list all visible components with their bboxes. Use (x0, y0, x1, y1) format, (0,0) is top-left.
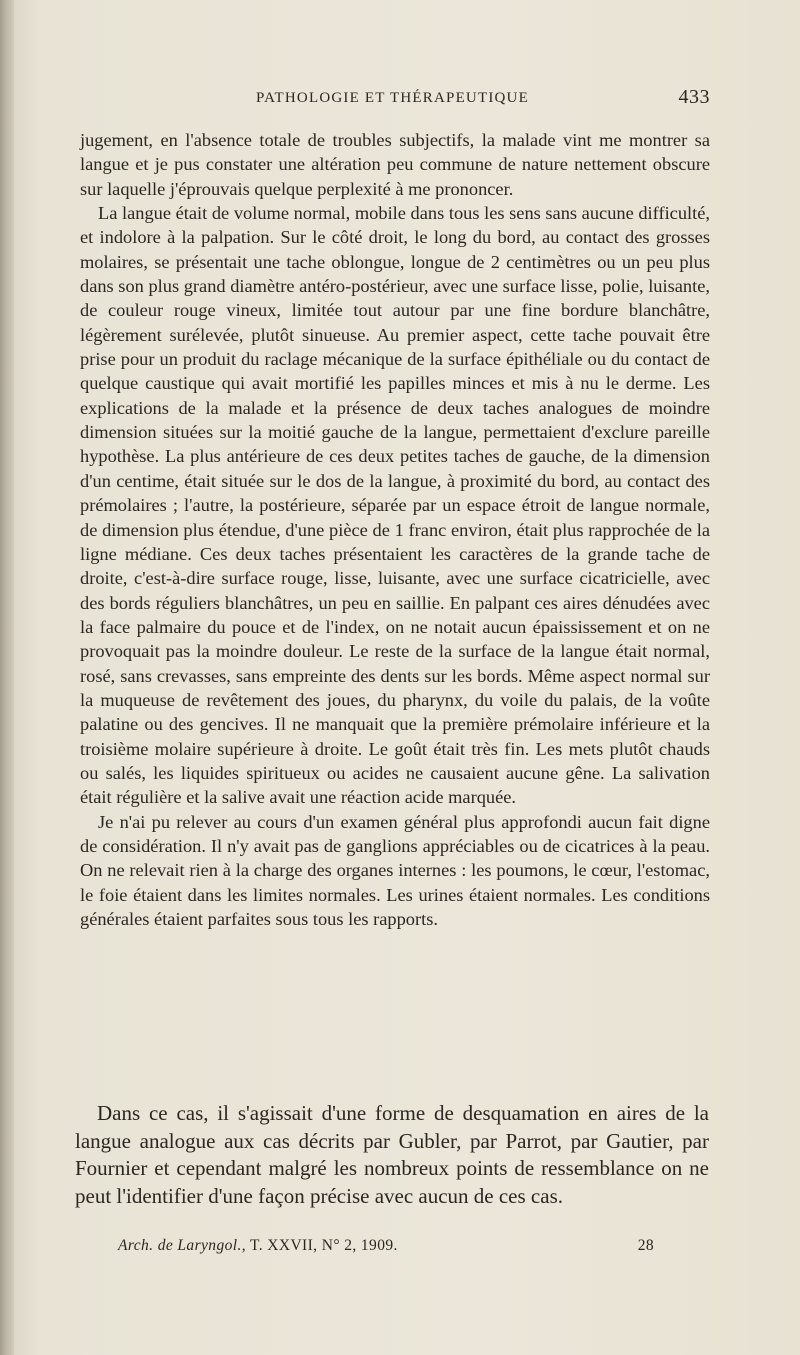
body-text (80, 128, 710, 931)
footer-journal: Arch. de Laryngol. (118, 1237, 242, 1254)
page-header (80, 86, 710, 116)
page-binding-edge (0, 0, 14, 1355)
running-head: PATHOLOGIE ET THÉRAPEUTIQUE (256, 90, 529, 106)
conclusion-text (75, 1100, 709, 1210)
paragraph-tongue-description: La langue était de volume normal, mobile dans tous les sens sans aucune difficulté, et indolore à la palpation. Sur le côté droit, le long du bord, au contact des grosses molaires, se présentait une tache oblongue, longue de 2 centimètres ou un peu plus dans son plus grand diamètre antéro-postérieur, avec une surface lisse, polie, luisante, de couleur rouge vineux, limitée tout autour par une fine bordure blanchâtre, légèrement surélevée, plutôt sinueuse. Au premier aspect, cette tache pouvait être prise pour un produit du raclage mécanique de la surface épithéliale ou du contact de quelque caustique qui avait mortifié les papilles minces et mis à nu le derme. Les explications de la malade et la présence de deux taches analogues de moindre dimension situées sur la moitié gauche de la langue, permettaient d'exclure pareille hypothèse. La plus antérieure de ces deux petites taches de gauche, de la dimension d'un centime, était située sur le dos de la langue, à proximité du bord, au contact des prémolaires ; l'autre, la postérieure, séparée par un espace étroit de langue normale, de dimension plus étendue, d'une pièce de 1 franc environ, était plus rapprochée de la ligne médiane. Ces deux taches présentaient les caractères de la grande tache de droite, c'est-à-dire surface rouge, lisse, luisante, avec une surface cicatricielle, avec des bords réguliers blanchâtres, un peu en saillie. En palpant ces aires dénudées avec la face palmaire du pouce et de l'index, on ne notait aucun épaississement et on ne provoquait pas la moindre douleur. Le reste de la surface de la langue était normal, rosé, sans crevasses, sans empreinte des dents sur les bords. Même aspect normal sur la muqueuse de revêtement des joues, du pharynx, du voile du palais, de la voûte palatine ou des gencives. Il ne manquait que la première prémolaire inférieure et la troisième molaire supérieure à droite. Le goût était très fin. Les mets plutôt chauds ou salés, les liquides spiritueux ou acides ne causaient aucune gêne. La salivation était régulière et la salive avait une réaction acide marquée. (80, 203, 711, 808)
paragraph-continuation: jugement, en l'absence totale de troubles subjectifs, la malade vint me montrer sa langue et je pus constater une altération peu commune de nature nettement obscure sur laquelle j'éprouvais quelque perplexité à me prononcer. (80, 130, 710, 199)
paragraph-general-exam: Je n'ai pu relever au cours d'un examen général plus approfondi aucun fait digne de considération. Il n'y avait pas de ganglions appréciables ou de cicatrices à la peau. On ne relevait rien à la charge des organes internes : les poumons, le cœur, l'estomac, le foie étaient dans les limites normales. Les urines étaient normales. Les conditions générales étaient parfaites sous tous les rapports. (80, 811, 710, 929)
signature-mark: 28 (637, 1237, 654, 1254)
page-footer (118, 1237, 654, 1261)
page-number: 433 (678, 86, 710, 108)
paragraph-conclusion: Dans ce cas, il s'agissait d'une forme de desquamation en aires de la langue analogue aux cas décrits par Gubler, par Parrot, par Gautier, par Fournier et cependant malgré les nombreux points de ressemblance on ne peut l'identifier d'une façon précise avec aucun de ces cas. (75, 1101, 709, 1208)
footer-citation: , T. XXVII, N° 2, 1909. (241, 1237, 398, 1254)
